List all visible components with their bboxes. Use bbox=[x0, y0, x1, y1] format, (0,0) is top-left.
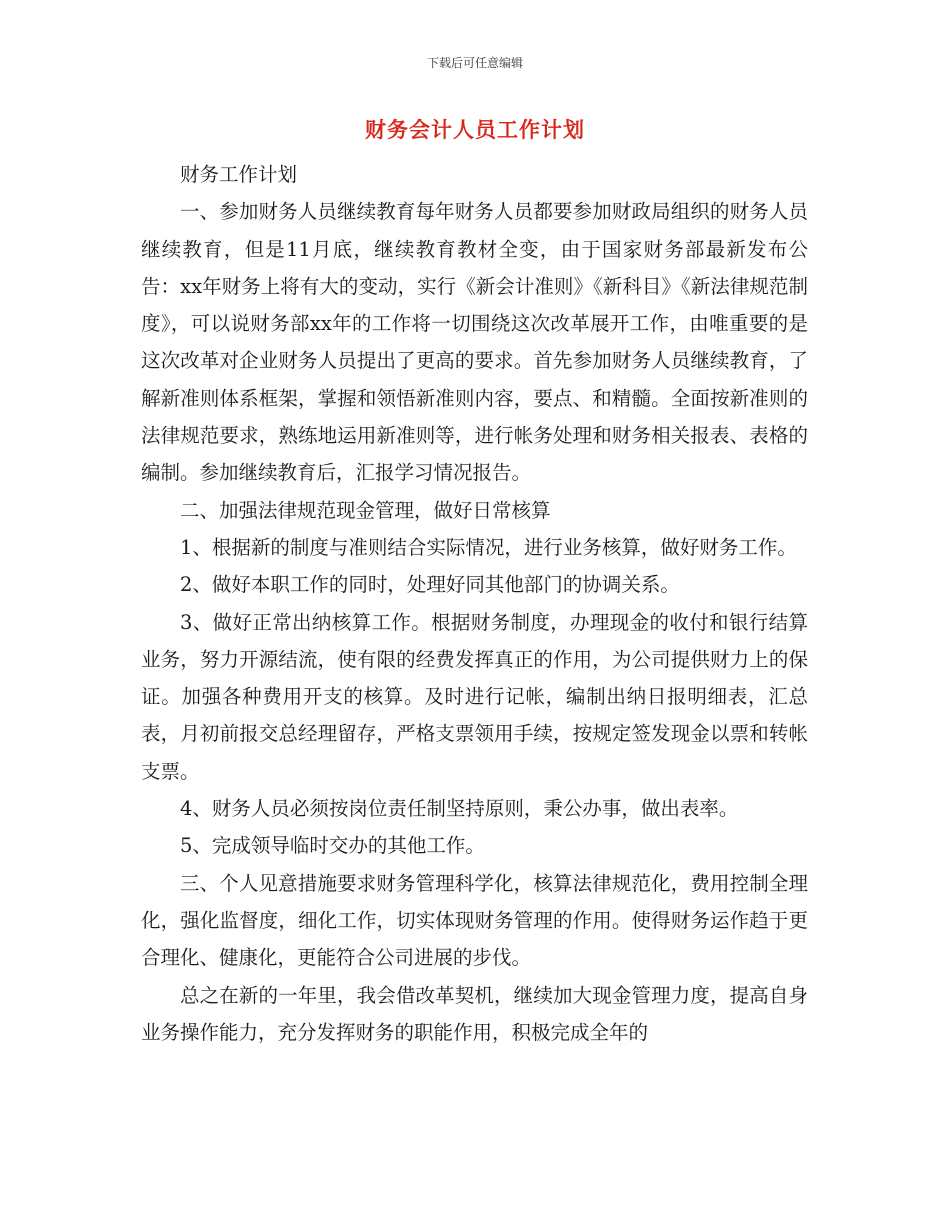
paragraph-section-3: 三、个人见意措施要求财务管理科学化，核算法律规范化，费用控制全理化，强化监督度，细化工作，切实体现财务管理的作用。使得财务运作趋于更合理化、健康化，更能符合公司进展的步伐。 bbox=[141, 871, 808, 970]
paragraph-conclusion: 总之在新的一年里，我会借改革契机，继续加大现金管理力度，提高自身业务操作能力，充分发挥财务的职能作用，积极完成全年的 bbox=[141, 983, 808, 1044]
paragraph-item-4: 4、财务人员必须按岗位责任制坚持原则，秉公办事，做出表率。 bbox=[180, 797, 739, 821]
paragraph-section-2: 二、加强法律规范现金管理，做好日常核算 bbox=[180, 498, 551, 522]
paragraph-item-3: 3、做好正常出纳核算工作。根据财务制度，办理现金的收付和银行结算业务，努力开源结流，使有限的经费发挥真正的作用，为公司提供财力上的保证。加强各种费用开支的核算。及时进行记帐，编制出纳日报明细表，汇总表，月初前报交总经理留存，严格支票领用手续，按规定签发现金以票和转帐支票。 bbox=[141, 610, 808, 783]
header-note: 下载后可任意编辑 bbox=[426, 56, 523, 70]
paragraph-item-1: 1、根据新的制度与准则结合实际情况，进行业务核算，做好财务工作。 bbox=[180, 535, 797, 559]
document-title: 财务会计人员工作计划 bbox=[365, 118, 585, 142]
paragraph-subtitle: 财务工作计划 bbox=[180, 163, 298, 186]
paragraph-section-1: 一、参加财务人员继续教育每年财务人员都要参加财政局组织的财务人员继续教育，但是11月底，继续教育教材全变，由于国家财务部最新发布公告：xx年财务上将有大的变动，实行《新会计准则》《新科目》《新法律规范制度》，可以说财务部xx年的工作将一切围绕这次改革展开工作，由唯重要的是这次改革对企业财务人员提出了更高的要求。首先参加财务人员继续教育，了解新准则体系框架，掌握和领悟新准则内容，要点、和精髓。全面按新准则的法律规范要求，熟练地运用新准则等，进行帐务处理和财务相关报表、表格的编制。参加继续教育后，汇报学习情况报告。 bbox=[141, 200, 808, 485]
document-body bbox=[141, 156, 808, 1051]
paragraph-item-5: 5、完成领导临时交办的其他工作。 bbox=[180, 834, 485, 858]
paragraph-item-2: 2、做好本职工作的同时，处理好同其他部门的协调关系。 bbox=[180, 573, 680, 597]
